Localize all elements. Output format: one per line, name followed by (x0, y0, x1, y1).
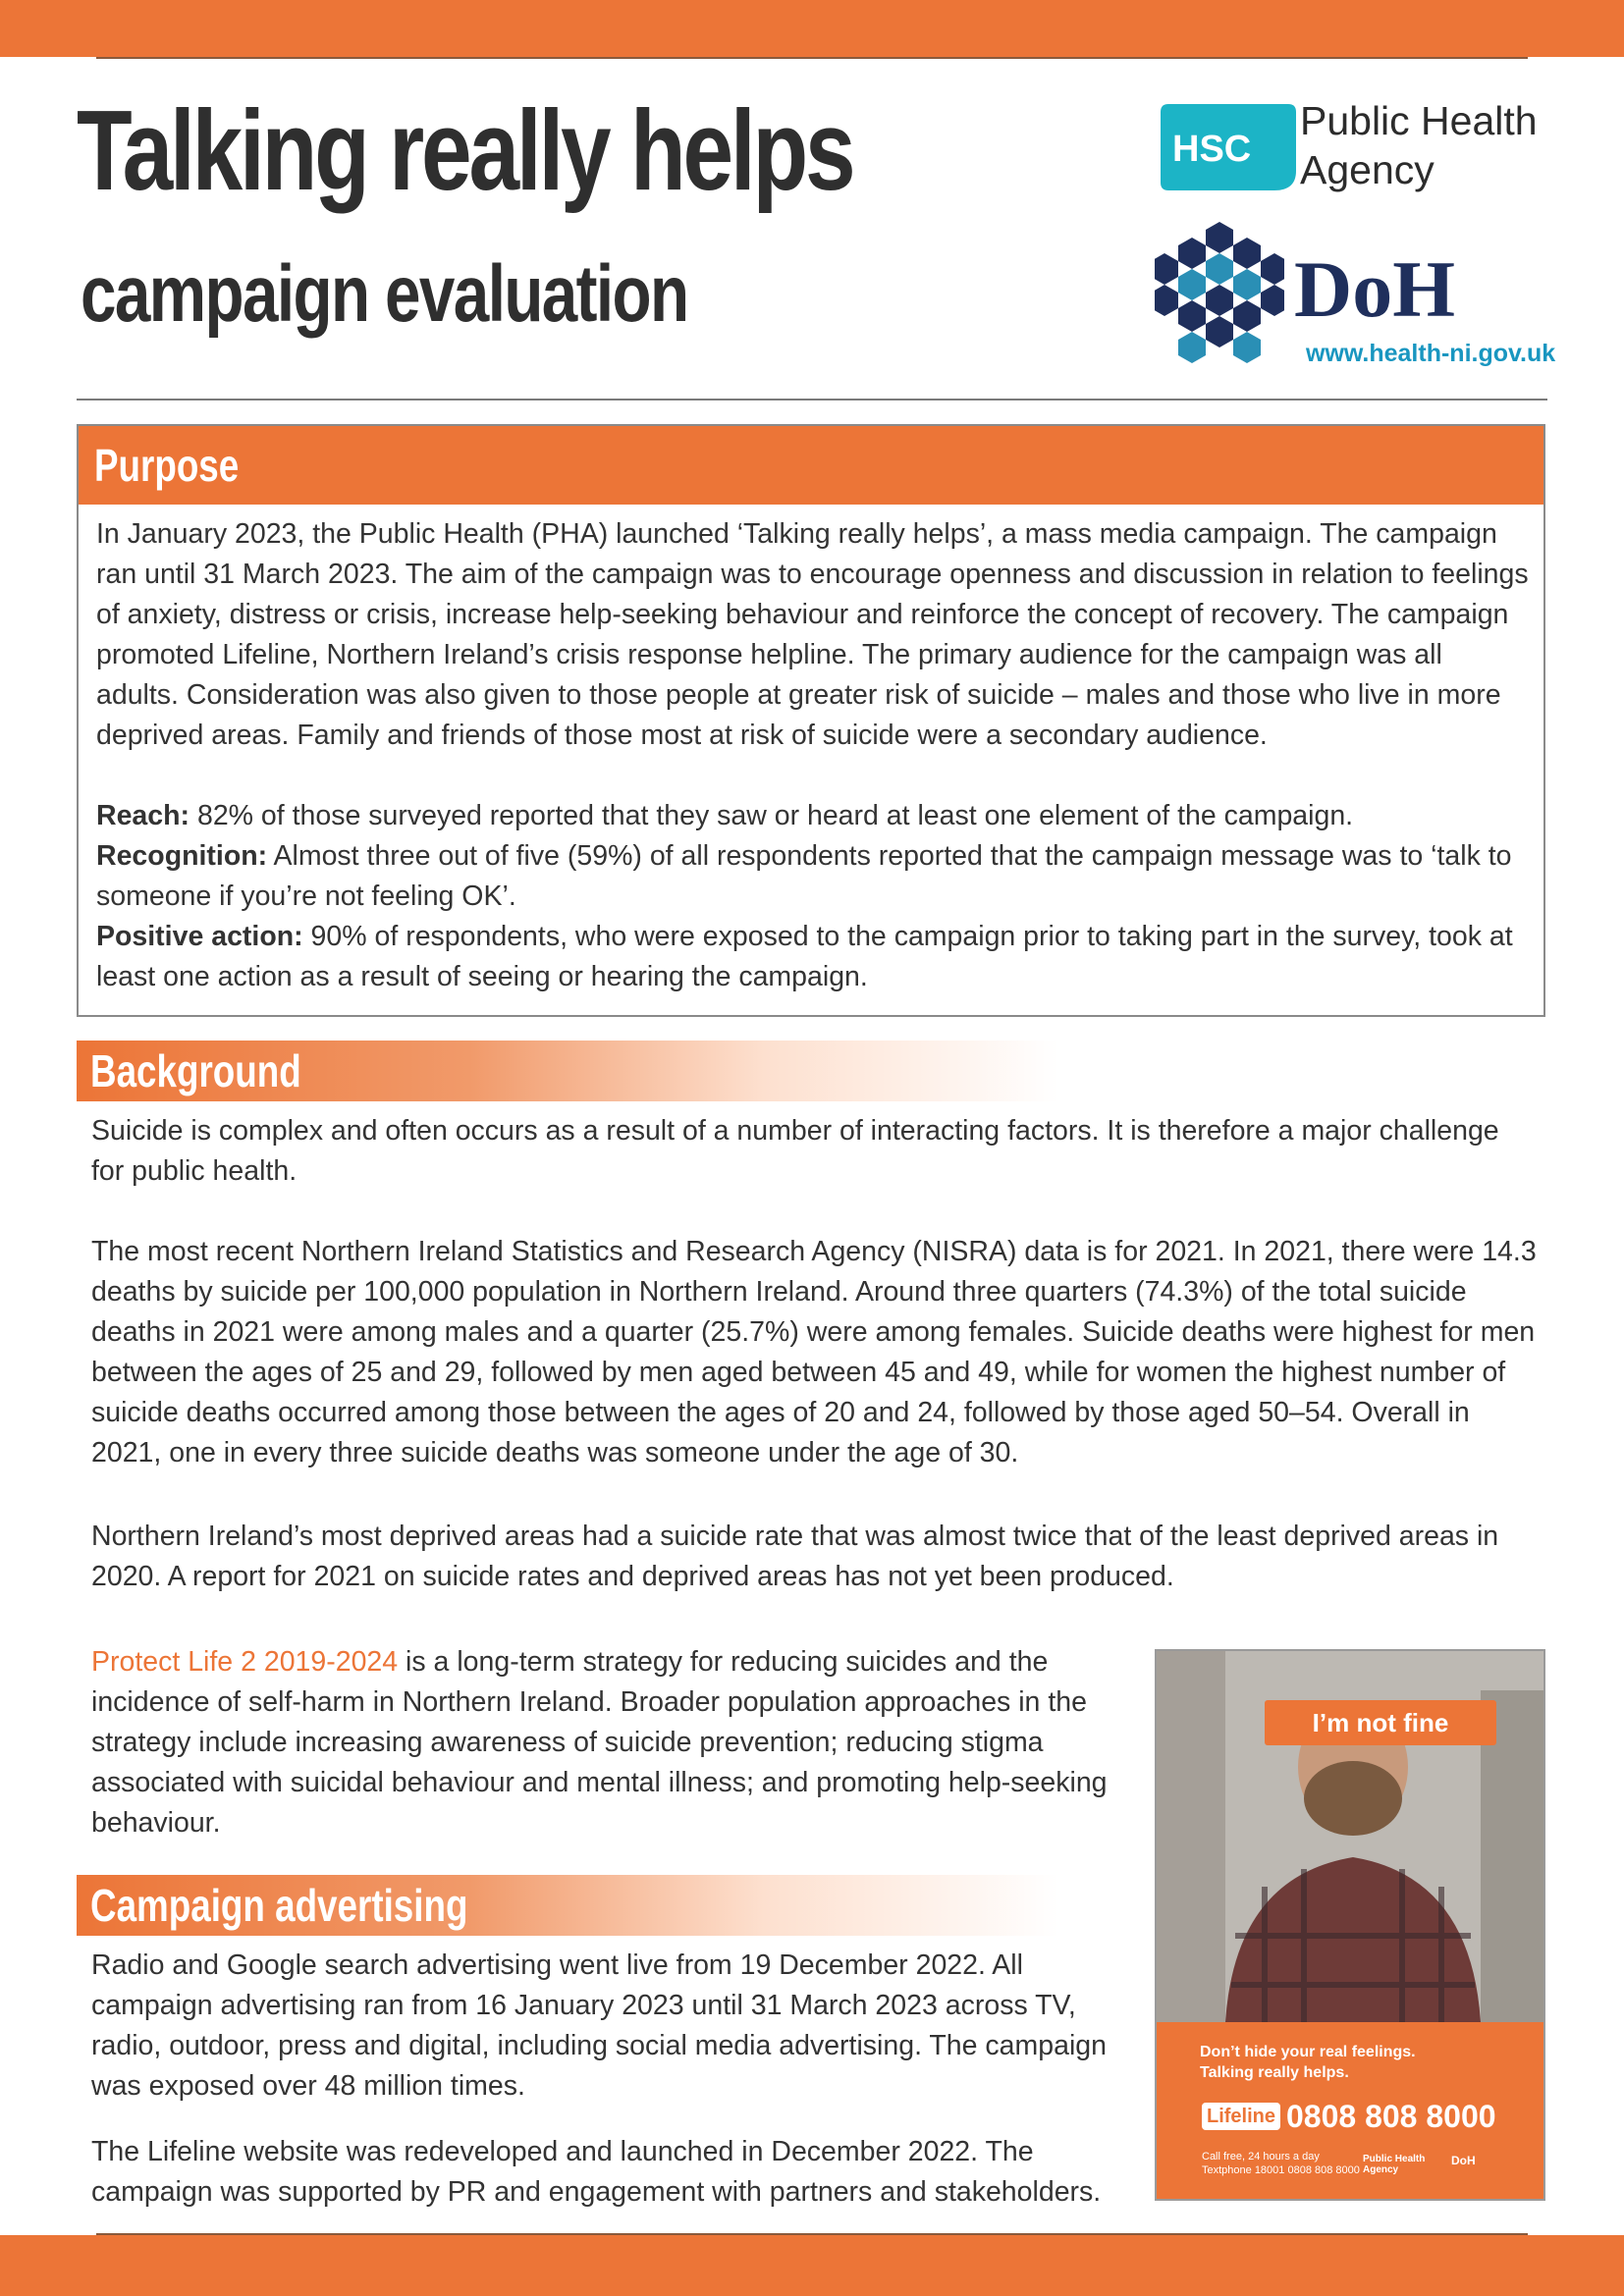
poster-tagline-2: Talking really helps. (1200, 2064, 1349, 2081)
pha-name (1300, 96, 1538, 194)
background-paragraph-4 (91, 1642, 1132, 1843)
poster-footer (1157, 2022, 1543, 2201)
reach-label: Reach: (96, 800, 190, 831)
poster-small-line-1: Call free, 24 hours a day (1202, 2151, 1320, 2163)
background-paragraph-2: The most recent Northern Ireland Statistics and Research Agency (NISRA) data is for 2021. In 2021, there were 14.3 deaths by suicide per 100,000 population in Northern Ireland. Around three quarters (74.3%) of the total suicide deaths in 2021 were among males and a quarter (25.7%) were among females. Suicide deaths were highest for men between the ages of 25 and 29, followed by men aged between 45 and 49, while for women the highest number of suicide deaths occurred among those between the ages of 20 and 24, followed by those aged 50–54. Overall in 2021, one in every three suicide deaths was someone under the age of 30. (91, 1236, 1537, 1468)
bottom-orange-band (0, 2235, 1624, 2296)
doh-logo-text: DoH (1294, 244, 1455, 334)
purpose-box (77, 424, 1545, 1017)
background-heading-bar (77, 1041, 1058, 1101)
protect-life-link[interactable]: Protect Life 2 2019-2024 (91, 1646, 399, 1678)
background-paragraph-4-text: is a long-term strategy for reducing suicides and the incidence of self-harm in Northern Ireland. Broader population approaches in the strategy include increasing awareness of suicide prevention; reducing stigma associated with suicidal behaviour and mental illness; and promoting help-seeking behaviour. (91, 1646, 1108, 1839)
pha-line-2: Agency (1300, 147, 1435, 192)
advertising-paragraph-1: Radio and Google search advertising went live from 19 December 2022. All campaign advertising ran from 16 January 2023 until 31 March 2023 across TV, radio, outdoor, press and digital, including social media advertising. The campaign was exposed over 48 million times. (91, 1949, 1108, 2102)
poster-tagline-1: Don’t hide your real feelings. (1200, 2044, 1416, 2060)
purpose-body (96, 514, 1530, 997)
advertising-paragraph-2: The Lifeline website was redeveloped and launched in December 2022. The campaign was supported by PR and engagement with partners and stakeholders. (91, 2136, 1102, 2208)
poster-phone-number: 0808 808 8000 (1286, 2099, 1496, 2134)
recognition-line (96, 836, 1530, 917)
top-orange-band (0, 0, 1624, 57)
reach-text: 82% of those surveyed reported that they saw or heard at least one element of the campaign. (189, 800, 1354, 831)
poster-lifeline-badge: Lifeline (1202, 2103, 1280, 2130)
hsc-logo-text: HSC (1172, 129, 1252, 170)
poster-small-print (1202, 2150, 1360, 2177)
background-paragraph-1: Suicide is complex and often occurs as a result of a number of interacting factors. It is therefore a major challenge for public health. (91, 1115, 1499, 1187)
poster-tagline (1200, 2042, 1416, 2083)
poster-pha-line-2: Agency (1363, 2164, 1399, 2175)
recognition-text: Almost three out of five (59%) of all respondents reported that the campaign message was to ‘talk to someone if you’re not feeling OK’. (96, 840, 1512, 912)
positive-action-label: Positive action: (96, 921, 303, 952)
page-subtitle: campaign evaluation (81, 249, 688, 339)
hsc-logo (1159, 102, 1298, 192)
poster-doh-logo: DoH (1451, 2154, 1476, 2167)
page-title: Talking really helps (77, 86, 853, 214)
poster-speech-bubble: I’m not fine (1265, 1700, 1496, 1745)
recognition-label: Recognition: (96, 840, 268, 872)
advertising-heading: Campaign advertising (90, 1880, 468, 1931)
top-band-line (96, 57, 1528, 59)
purpose-heading-bar (79, 426, 1543, 505)
poster-pha-line-1: Public Health (1363, 2154, 1426, 2164)
purpose-heading: Purpose (94, 440, 240, 491)
background-heading: Background (90, 1045, 301, 1096)
positive-action-line (96, 917, 1530, 997)
poster-photo (1157, 1651, 1543, 2022)
pha-line-1: Public Health (1300, 98, 1538, 143)
purpose-paragraph: In January 2023, the Public Health (PHA) launched ‘Talking really helps’, a mass media campaign. The campaign ran until 31 March 2023. The aim of the campaign was to encourage openness and discussion in relation to feelings of anxiety, distress or crisis, increase help-seeking behaviour and reinforce the concept of recovery. The campaign promoted Lifeline, Northern Ireland’s crisis response helpline. The primary audience for the campaign was all adults. Consideration was also given to those people at greater risk of suicide – males and those who live in more deprived areas. Family and friends of those most at risk of suicide were a secondary audience. (96, 518, 1529, 751)
campaign-poster (1155, 1649, 1545, 2201)
doh-hexagon-logo (1155, 222, 1284, 369)
positive-action-text: 90% of respondents, who were exposed to the campaign prior to taking part in the survey, took at least one action as a result of seeing or hearing the campaign. (96, 921, 1513, 992)
poster-pha-logo (1363, 2154, 1425, 2175)
header-divider (77, 399, 1547, 400)
doh-website-url[interactable]: www.health-ni.gov.uk (1306, 340, 1556, 367)
poster-small-line-2: Textphone 18001 0808 808 8000 (1202, 2164, 1360, 2176)
reach-line (96, 796, 1530, 836)
advertising-heading-bar (77, 1875, 1058, 1936)
background-paragraph-3: Northern Ireland’s most deprived areas had a suicide rate that was almost twice that of the least deprived areas in 2020. A report for 2021 on suicide rates and deprived areas has not yet been produced. (91, 1521, 1499, 1592)
